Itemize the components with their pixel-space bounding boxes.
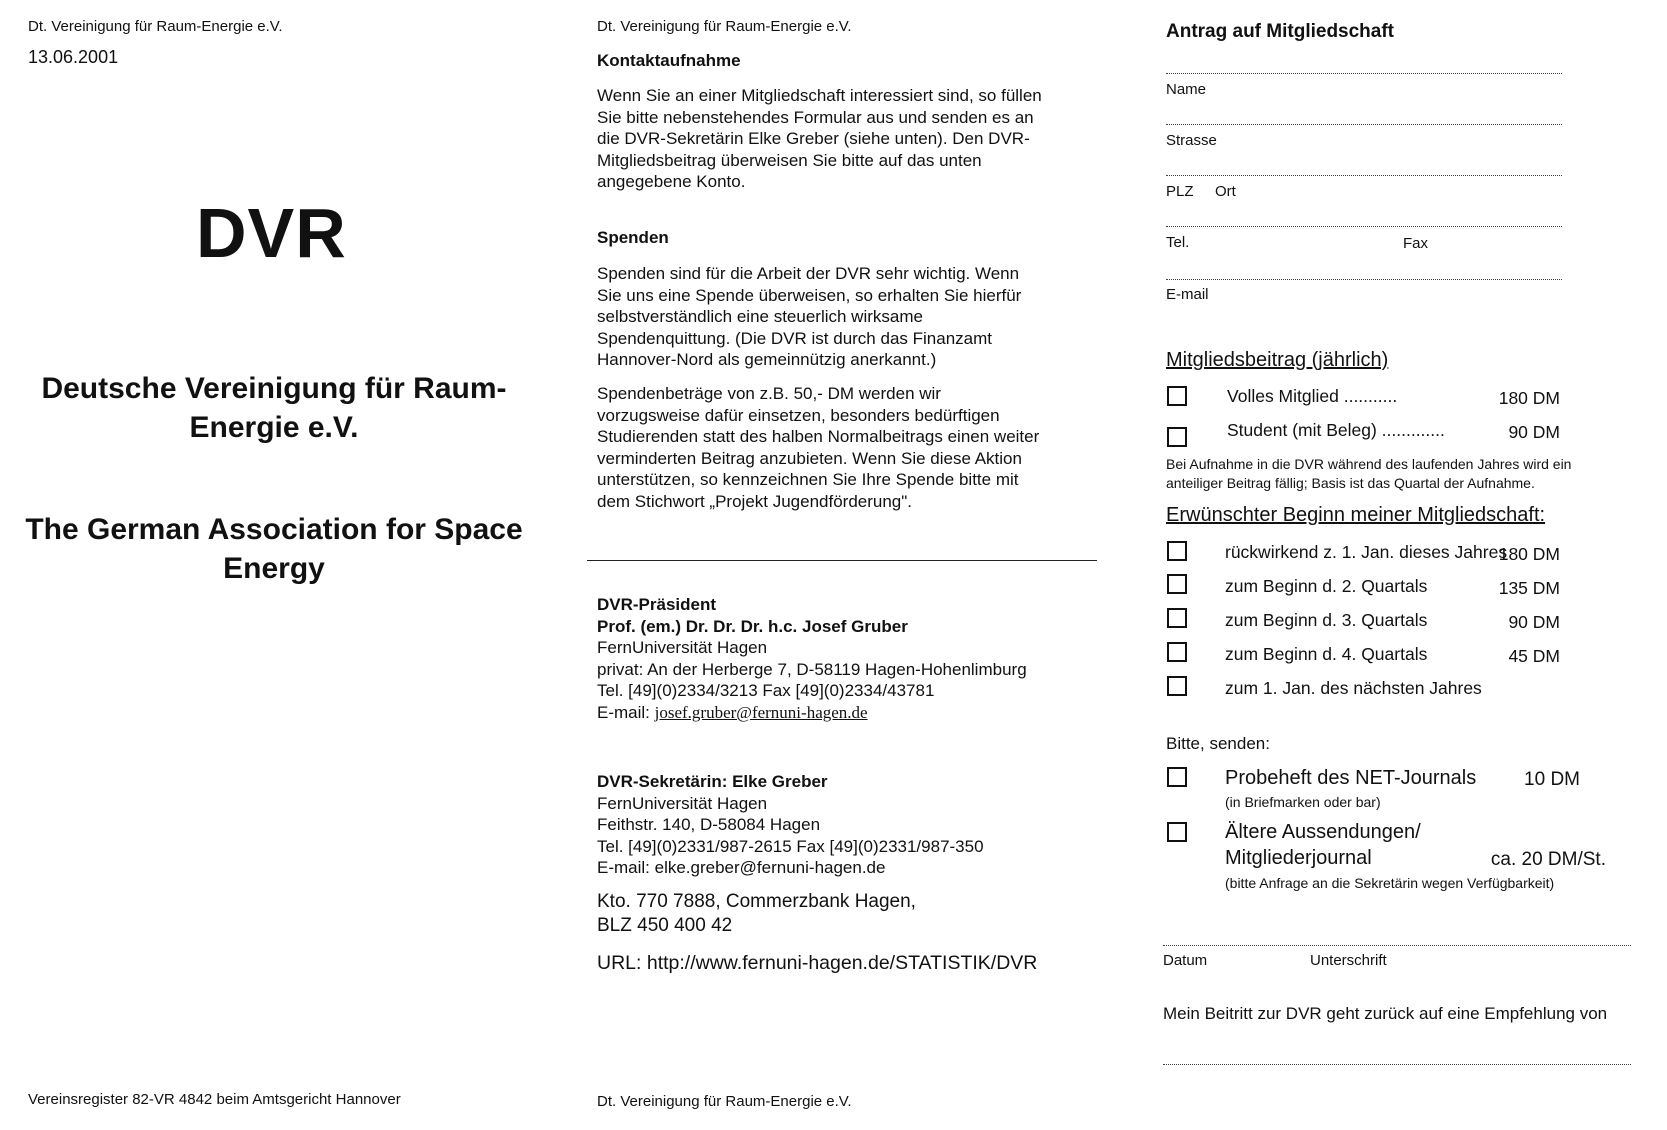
register-footer: Vereinsregister 82-VR 4842 beim Amtsgericht Hannover: [28, 1091, 401, 1108]
fee-note-line-1: Bei Aufnahme in die DVR während des laufenden Jahres wird ein: [1166, 456, 1572, 472]
sample-journal-note: (in Briefmarken oder bar): [1225, 794, 1381, 810]
secretary-block: [597, 771, 984, 879]
bank-details: [597, 890, 916, 938]
contact-line: angegebene Konto.: [597, 172, 746, 191]
start-q2-checkbox[interactable]: [1167, 574, 1187, 594]
full-member-label: Volles Mitglied ...........: [1227, 386, 1398, 406]
start-next-year-label: zum 1. Jan. des nächsten Jahres: [1225, 678, 1482, 698]
contact-line: die DVR-Sekretärin Elke Greber (siehe unten). Den DVR-: [597, 129, 1030, 148]
start-q2-price: 135 DM: [1498, 578, 1560, 598]
start-heading: Erwünschter Beginn meiner Mitgliedschaft:: [1166, 504, 1546, 526]
sample-journal-label: Probeheft des NET-Journals: [1225, 767, 1477, 789]
fax-label: Fax: [1403, 235, 1429, 252]
president-email-row: [597, 702, 1027, 724]
recommendation-text: Mein Beitritt zur DVR geht zurück auf eine Empfehlung von: [1163, 1004, 1608, 1023]
date-label: Datum: [1163, 952, 1208, 969]
president-title: DVR-Präsident: [597, 595, 717, 614]
donation-paragraph-1: [597, 263, 1021, 371]
contact-line: Wenn Sie an einer Mitgliedschaft interessiert sind, so füllen: [597, 86, 1042, 105]
website-url[interactable]: URL: http://www.fernuni-hagen.de/STATISTIK/DVR: [597, 952, 1038, 974]
president-address: privat: An der Herberge 7, D-58119 Hagen-Hohenlimburg: [597, 659, 1027, 679]
student-price: 90 DM: [1508, 422, 1560, 442]
start-next-year-checkbox[interactable]: [1167, 676, 1187, 696]
start-q3-label: zum Beginn d. 3. Quartals: [1225, 610, 1428, 630]
secretary-email: E-mail: elke.greber@fernuni-hagen.de: [597, 858, 886, 877]
fee-note-line-2: anteiliger Beitrag fällig; Basis ist das Quartal der Aufnahme.: [1166, 475, 1535, 491]
secretary-address: Feithstr. 140, D-58084 Hagen: [597, 815, 821, 834]
older-mailings-note: (bitte Anfrage an die Sekretärin wegen Verfügbarkeit): [1225, 875, 1555, 891]
start-q4-label: zum Beginn d. 4. Quartals: [1225, 644, 1428, 664]
signature-line[interactable]: [1163, 945, 1631, 946]
student-checkbox[interactable]: [1167, 427, 1187, 447]
middle-org-header: Dt. Vereinigung für Raum-Energie e.V.: [597, 18, 852, 35]
donation-line: unterstützen, so kennzeichnen Sie Ihre Spende bitte mit: [597, 470, 1019, 489]
start-retroactive-label: rückwirkend z. 1. Jan. dieses Jahres: [1225, 542, 1508, 562]
president-name: Prof. (em.) Dr. Dr. Dr. h.c. Josef Gruber: [597, 616, 908, 636]
president-org: FernUniversität Hagen: [597, 638, 768, 657]
older-mailings-price: ca. 20 DM/St.: [1490, 849, 1606, 870]
document-date: 13.06.2001: [28, 47, 119, 67]
section-divider: [587, 560, 1097, 561]
donation-line: dem Stichwort „Projekt Jugendförderung".: [597, 491, 913, 511]
president-block: [597, 594, 1027, 723]
bank-line-1: Kto. 770 7888, Commerzbank Hagen,: [597, 891, 916, 912]
email-label: E-mail:: [597, 702, 655, 722]
plz-label: PLZ: [1166, 183, 1194, 200]
donation-line: Spenden sind für die Arbeit der DVR sehr wichtig. Wenn: [597, 264, 1020, 283]
sample-journal-checkbox[interactable]: [1167, 767, 1187, 787]
donation-line: Spendenquittung. (Die DVR ist durch das Finanzamt: [597, 328, 992, 348]
street-label: Strasse: [1166, 132, 1217, 149]
donation-line: verminderten Beitrag anzubieten. Wenn Sie diese Aktion: [597, 448, 1022, 468]
secretary-title: DVR-Sekretärin: Elke Greber: [597, 772, 828, 791]
donation-line: Studierenden statt des halben Normalbeitrags einen weiter: [597, 427, 1040, 446]
older-mailings-label-1: Ältere Aussendungen/: [1225, 821, 1421, 843]
name-label: Name: [1166, 81, 1207, 98]
recommendation-line[interactable]: [1163, 1064, 1631, 1065]
start-q3-price: 90 DM: [1508, 612, 1560, 632]
start-q4-checkbox[interactable]: [1167, 642, 1187, 662]
start-retroactive-price: 180 DM: [1498, 544, 1560, 564]
left-org-header: Dt. Vereinigung für Raum-Energie e.V.: [28, 18, 283, 35]
president-email-link[interactable]: josef.gruber@fernuni-hagen.de: [654, 702, 868, 722]
donation-line: selbstverständlich eine steuerlich wirksame: [597, 307, 923, 326]
secretary-org: FernUniversität Hagen: [597, 793, 768, 813]
donation-line: Spendenbeträge von z.B. 50,- DM werden wir: [597, 384, 941, 403]
president-phone: Tel. [49](0)2334/3213 Fax [49](0)2334/43781: [597, 681, 935, 700]
title-english: The German Association for Space Energy: [25, 513, 523, 585]
older-mailings-checkbox[interactable]: [1167, 822, 1187, 842]
sample-journal-price: 10 DM: [1524, 769, 1580, 790]
street-field-line[interactable]: [1166, 124, 1562, 125]
start-q4-price: 45 DM: [1508, 646, 1560, 666]
older-mailings-label-2: Mitgliederjournal: [1225, 847, 1372, 869]
fee-heading: Mitgliedsbeitrag (jährlich): [1166, 349, 1389, 371]
send-heading: Bitte, senden:: [1166, 734, 1270, 753]
dvr-logo-text: DVR: [196, 194, 347, 272]
start-retroactive-checkbox[interactable]: [1167, 541, 1187, 561]
tel-label: Tel.: [1166, 234, 1190, 251]
start-q3-checkbox[interactable]: [1167, 608, 1187, 628]
name-field-line[interactable]: [1166, 73, 1562, 74]
title-german: Deutsche Vereinigung für Raum-Energie e.V.: [41, 372, 507, 444]
student-label: Student (mit Beleg) .............: [1227, 420, 1445, 440]
form-title: Antrag auf Mitgliedschaft: [1166, 21, 1395, 42]
email-label: E-mail: [1166, 286, 1209, 303]
donation-line: vorzugsweise dafür einsetzen, besonders bedürftigen: [597, 405, 1000, 425]
contact-heading: Kontaktaufnahme: [597, 51, 741, 70]
secretary-phone: Tel. [49](0)2331/987-2615 Fax [49](0)2331/987-350: [597, 836, 984, 856]
full-member-checkbox[interactable]: [1167, 386, 1187, 406]
donation-line: Hannover-Nord als gemeinnützig anerkannt.): [597, 350, 937, 369]
city-field-line[interactable]: [1166, 175, 1562, 176]
donation-paragraph-2: [597, 383, 1039, 512]
contact-paragraph: [597, 85, 1042, 193]
bank-line-2: BLZ 450 400 42: [597, 915, 733, 936]
donation-line: Sie uns eine Spende überweisen, so erhalten Sie hierfür: [597, 285, 1022, 305]
contact-line: Sie bitte nebenstehendes Formular aus und senden es an: [597, 107, 1034, 127]
donation-heading: Spenden: [597, 228, 669, 247]
middle-footer: Dt. Vereinigung für Raum-Energie e.V.: [597, 1093, 852, 1110]
contact-line: Mitgliedsbeitrag überweisen Sie bitte auf das unten: [597, 150, 982, 170]
full-member-price: 180 DM: [1498, 388, 1560, 408]
phone-field-line[interactable]: [1166, 226, 1562, 227]
ort-label: Ort: [1215, 183, 1236, 200]
start-q2-label: zum Beginn d. 2. Quartals: [1225, 576, 1428, 596]
signature-label: Unterschrift: [1310, 952, 1387, 969]
email-field-line[interactable]: [1166, 279, 1562, 280]
